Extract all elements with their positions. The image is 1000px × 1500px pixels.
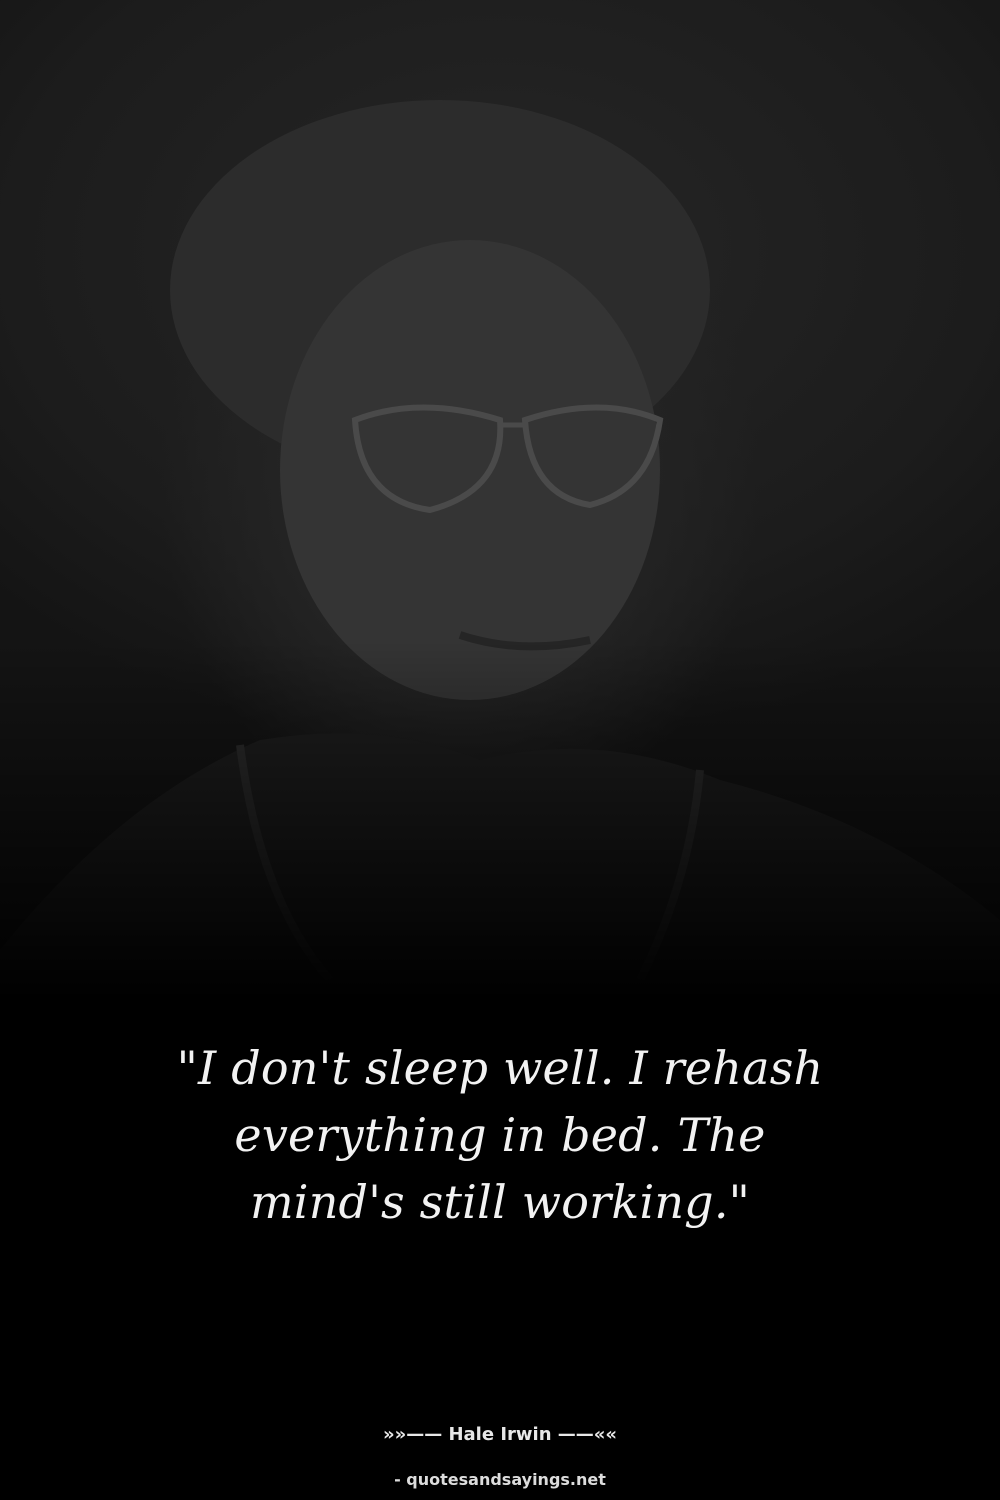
quote-block — [150, 1035, 850, 1236]
author-line: »»—— Hale Irwin ——«« — [382, 1424, 618, 1445]
source-line: - quotesandsayings.net — [394, 1470, 606, 1489]
quote-text: "I don't sleep well. I rehash everything in bed. The mind's still working." — [176, 1041, 824, 1229]
photo-fade-overlay — [0, 640, 1000, 1000]
